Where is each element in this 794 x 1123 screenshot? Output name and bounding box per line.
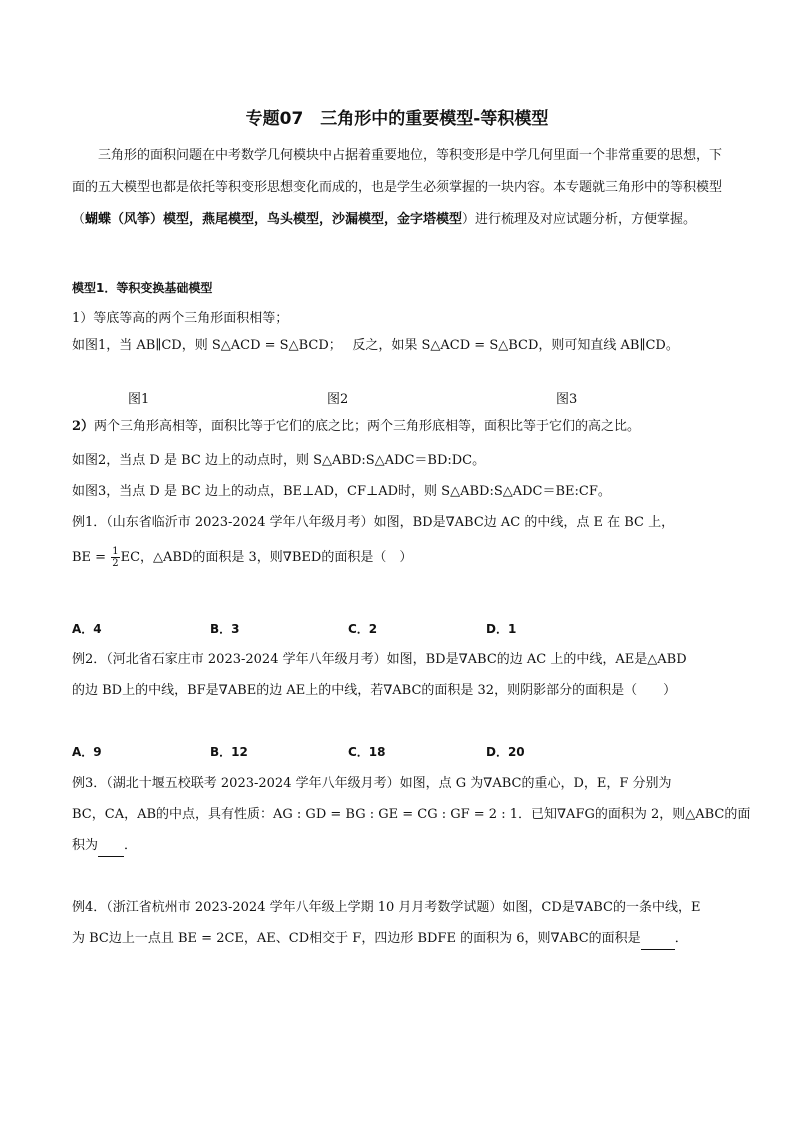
intro-paragraph (72, 140, 722, 236)
model1-point2-text: 两个三角形高相等，面积比等于它们的底之比；两个三角形底相等，面积比等于它们的高之比。 (94, 419, 641, 434)
example4-line1: 例4．（浙江省杭州市 2023-2024 学年八年级上学期 10 月月考数学试题）如图，CD是∇ABC的一条中线，E (72, 900, 701, 915)
example2-option-b: B．12 (210, 745, 248, 759)
example3-line3-text: 积为 (72, 838, 99, 853)
example1-option-c: C．2 (348, 622, 378, 636)
example1-option-a: A．4 (72, 622, 102, 636)
example4-line2-end: ． (674, 931, 688, 946)
example1-be-label: BE = (72, 550, 107, 565)
answer-blank (641, 929, 675, 950)
example2-line1: 例2．（河北省石家庄市 2023-2024 学年八年级月考）如图，BD是∇ABC的边 AC 上的中线，AE是△ABD (72, 652, 687, 667)
example2-option-a: A．9 (72, 745, 102, 759)
example1-line2-text: EC，△ABD的面积是 3，则∇BED的面积是（ ） (120, 550, 413, 565)
model1-heading: 模型1．等积变换基础模型 (72, 281, 213, 295)
intro-text-part1: 三角形的面积问题在中考数学几何模块中占据着重要地位，等积变形是中学几何里面一个非常重要的思想，下面的五大模型也都是依托等积变形思想变化而成的，也是学生必须掌握的一块内容。本专题就三角形中的等积模型（ (72, 148, 723, 227)
model1-point2 (72, 417, 640, 437)
example1-option-d: D．1 (486, 622, 517, 636)
model1-figure3-text: 如图3，当点 D 是 BC 边上的动点，BE⊥AD，CF⊥AD时，则 S△ABD:S△ADC＝BE:CF。 (72, 484, 611, 499)
model1-point1: 1）等底等高的两个三角形面积相等； (72, 311, 289, 326)
answer-blank (98, 836, 124, 857)
model1-point2-number: 2） (72, 419, 95, 434)
example3-line1: 例3．（湖北十堰五校联考 2023-2024 学年八年级月考）如图，点 G 为∇ABC的重心，D，E，F 分别为 (72, 776, 672, 791)
fraction-one-half (111, 546, 119, 569)
intro-text-part2: ）进行梳理及对应试题分析，方便掌握。 (462, 212, 697, 227)
intro-bold-models: 蝴蝶（风筝）模型，燕尾模型，鸟头模型，沙漏模型，金字塔模型 (85, 212, 463, 227)
model1-figure1-text: 如图1，当 AB∥CD，则 S△ACD = S△BCD； 反之，如果 S△ACD = S△BCD，则可知直线 AB∥CD。 (72, 338, 679, 353)
example1-line2 (72, 546, 412, 569)
figure1-caption: 图1 (128, 392, 150, 407)
example1-line1: 例1．（山东省临沂市 2023-2024 学年八年级月考）如图，BD是∇ABC边 AC 的中线，点 E 在 BC 上， (72, 515, 675, 530)
page-title: 专题07 三角形中的重要模型-等积模型 (245, 109, 549, 129)
model1-figure2-text: 如图2，当点 D 是 BC 边上的动点时，则 S△ABD:S△ADC＝BD:DC。 (72, 453, 486, 468)
example1-option-b: B．3 (210, 622, 240, 636)
figure2-caption: 图2 (327, 392, 349, 407)
example3-line3-end: ． (124, 838, 138, 853)
example3-line2: BC，CA，AB的中点，具有性质：AG : GD = BG : GE = CG : GF = 2 : 1．已知∇AFG的面积为 2，则△ABC的面 (72, 807, 751, 822)
example2-line2: 的边 BD上的中线，BF是∇ABE的边 AE上的中线，若∇ABC的面积是 32，则阴影部分的面积是（ ） (72, 683, 677, 698)
example2-option-c: C．18 (348, 745, 386, 759)
figure3-caption: 图3 (556, 392, 578, 407)
example2-option-d: D．20 (486, 745, 525, 759)
example4-line2 (72, 929, 688, 950)
fraction-numerator: 1 (112, 546, 119, 557)
example3-line3 (72, 836, 137, 857)
example4-line2-text: 为 BC边上一点且 BE = 2CE，AE、CD相交于 F，四边形 BDFE 的面积为 6，则∇ABC的面积是 (72, 931, 641, 946)
fraction-denominator: 2 (112, 558, 119, 569)
